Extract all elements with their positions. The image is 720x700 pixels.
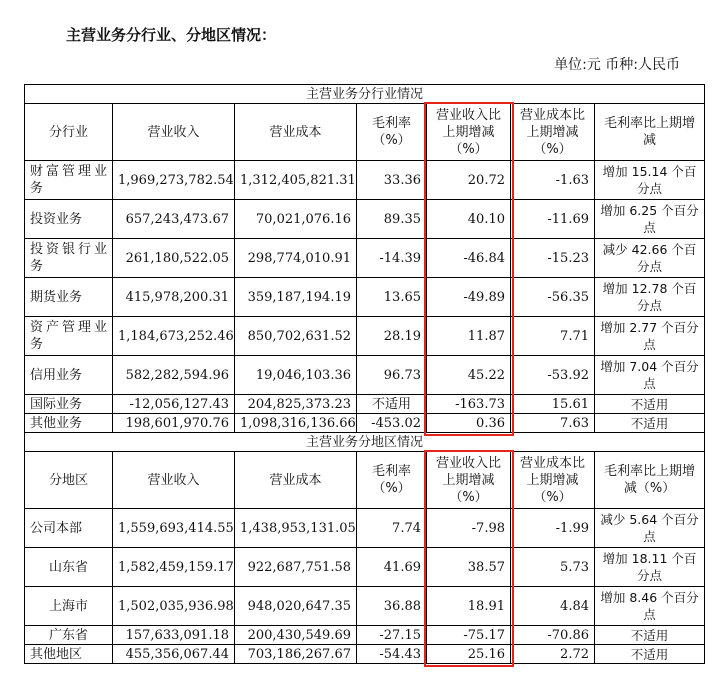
margin-cell: -14.39 <box>357 239 427 278</box>
margin-cell: 96.73 <box>357 356 427 395</box>
table-row <box>25 239 705 278</box>
margin-cell: 7.74 <box>357 509 427 548</box>
col-header-margin-change: 毛利率比上期增减（%） <box>595 452 705 509</box>
row-label: 其他业务 <box>25 414 113 433</box>
table-row <box>25 626 705 645</box>
col-header-margin: 毛利率（%） <box>357 452 427 509</box>
table-row <box>25 509 705 548</box>
industry-section-title: 主营业务分行业情况 <box>25 85 705 104</box>
revenue-cell: 657,243,473.67 <box>113 200 235 239</box>
row-label: 广东省 <box>25 626 113 645</box>
margin-change-cell: 减少 42.66 个百分点 <box>595 239 705 278</box>
revenue-cell: 261,180,522.05 <box>113 239 235 278</box>
revenue-cell: 1,582,459,159.17 <box>113 548 235 587</box>
cost-change-cell: 2.72 <box>511 645 595 664</box>
table-row <box>25 356 705 395</box>
cost-cell: 703,186,267.67 <box>235 645 357 664</box>
col-header-industry: 分行业 <box>25 104 113 161</box>
table-row <box>25 548 705 587</box>
margin-cell: 13.65 <box>357 278 427 317</box>
cost-cell: 19,046,103.36 <box>235 356 357 395</box>
cost-change-cell: 7.63 <box>511 414 595 433</box>
revenue-change-cell: -49.89 <box>427 278 511 317</box>
revenue-change-cell: 45.22 <box>427 356 511 395</box>
revenue-cell: 415,978,200.31 <box>113 278 235 317</box>
cost-cell: 948,020,647.35 <box>235 587 357 626</box>
revenue-change-cell: -75.17 <box>427 626 511 645</box>
cost-change-cell: 5.73 <box>511 548 595 587</box>
cost-cell: 922,687,751.58 <box>235 548 357 587</box>
cost-cell: 1,312,405,821.31 <box>235 161 357 200</box>
row-label: 财富管理业务 <box>25 161 113 200</box>
revenue-change-cell: 38.57 <box>427 548 511 587</box>
margin-cell: 89.35 <box>357 200 427 239</box>
table-row <box>25 278 705 317</box>
revenue-change-cell: -46.84 <box>427 239 511 278</box>
revenue-change-cell: 20.72 <box>427 161 511 200</box>
row-label: 期货业务 <box>25 278 113 317</box>
revenue-cell: 198,601,970.76 <box>113 414 235 433</box>
margin-change-cell: 不适用 <box>595 414 705 433</box>
margin-change-cell: 增加 6.25 个百分点 <box>595 200 705 239</box>
row-label: 投资业务 <box>25 200 113 239</box>
col-header-region: 分地区 <box>25 452 113 509</box>
cost-change-cell: 4.84 <box>511 587 595 626</box>
cost-cell: 359,187,194.19 <box>235 278 357 317</box>
revenue-cell: 582,282,594.96 <box>113 356 235 395</box>
cost-change-cell: -1.63 <box>511 161 595 200</box>
cost-change-cell: -1.99 <box>511 509 595 548</box>
industry-header-row <box>25 104 705 161</box>
table-row <box>25 587 705 626</box>
cost-cell: 850,702,631.52 <box>235 317 357 356</box>
margin-cell: 28.19 <box>357 317 427 356</box>
col-header-cost: 营业成本 <box>235 104 357 161</box>
table-row <box>25 395 705 414</box>
col-header-cost-change: 营业成本比上期增减（%） <box>511 452 595 509</box>
margin-cell: 不适用 <box>357 395 427 414</box>
revenue-change-cell: -7.98 <box>427 509 511 548</box>
margin-change-cell: 增加 7.04 个百分点 <box>595 356 705 395</box>
margin-change-cell: 增加 12.78 个百分点 <box>595 278 705 317</box>
table-row <box>25 414 705 433</box>
unit-currency-note: 单位:元 币种:人民币 <box>554 57 680 73</box>
margin-change-cell: 增加 18.11 个百分点 <box>595 548 705 587</box>
revenue-change-cell: 25.16 <box>427 645 511 664</box>
revenue-cell: 1,184,673,252.46 <box>113 317 235 356</box>
margin-cell: -54.43 <box>357 645 427 664</box>
cost-change-cell: -53.92 <box>511 356 595 395</box>
row-label: 资产管理业务 <box>25 317 113 356</box>
row-label: 国际业务 <box>25 395 113 414</box>
table-row <box>25 645 705 664</box>
report-heading: 主营业务分行业、分地区情况： <box>66 26 277 44</box>
col-header-cost: 营业成本 <box>235 452 357 509</box>
cost-change-cell: 15.61 <box>511 395 595 414</box>
cost-cell: 1,098,316,136.66 <box>235 414 357 433</box>
revenue-cell: 1,559,693,414.55 <box>113 509 235 548</box>
row-label: 信用业务 <box>25 356 113 395</box>
cost-change-cell: -11.69 <box>511 200 595 239</box>
cost-change-cell: -15.23 <box>511 239 595 278</box>
margin-change-cell: 不适用 <box>595 395 705 414</box>
cost-cell: 298,774,010.91 <box>235 239 357 278</box>
cost-change-cell: -70.86 <box>511 626 595 645</box>
revenue-cell: 455,356,067.44 <box>113 645 235 664</box>
col-header-revenue-change: 营业收入比上期增减（%） <box>427 452 511 509</box>
row-label: 山东省 <box>25 548 113 587</box>
margin-change-cell: 增加 15.14 个百分点 <box>595 161 705 200</box>
region-section-title: 主营业务分地区情况 <box>25 433 705 452</box>
cost-change-cell: -56.35 <box>511 278 595 317</box>
margin-cell: -453.02 <box>357 414 427 433</box>
cost-cell: 200,430,549.69 <box>235 626 357 645</box>
margin-change-cell: 增加 8.46 个百分点 <box>595 587 705 626</box>
region-header-row <box>25 452 705 509</box>
revenue-change-cell: -163.73 <box>427 395 511 414</box>
revenue-cell: -12,056,127.43 <box>113 395 235 414</box>
revenue-change-cell: 18.91 <box>427 587 511 626</box>
revenue-change-cell: 11.87 <box>427 317 511 356</box>
margin-cell: -27.15 <box>357 626 427 645</box>
col-header-margin: 毛利率（%） <box>357 104 427 161</box>
table-row <box>25 317 705 356</box>
row-label: 公司本部 <box>25 509 113 548</box>
row-label: 上海市 <box>25 587 113 626</box>
revenue-cell: 1,502,035,936.98 <box>113 587 235 626</box>
cost-cell: 1,438,953,131.05 <box>235 509 357 548</box>
revenue-cell: 157,633,091.18 <box>113 626 235 645</box>
margin-change-cell: 不适用 <box>595 645 705 664</box>
revenue-change-cell: 0.36 <box>427 414 511 433</box>
cost-cell: 70,021,076.16 <box>235 200 357 239</box>
row-label: 投资银行业务 <box>25 239 113 278</box>
col-header-revenue-change: 营业收入比上期增减（%） <box>427 104 511 161</box>
row-label: 其他地区 <box>25 645 113 664</box>
col-header-cost-change: 营业成本比上期增减（%） <box>511 104 595 161</box>
main-business-table <box>24 84 705 664</box>
margin-change-cell: 不适用 <box>595 626 705 645</box>
margin-cell: 33.36 <box>357 161 427 200</box>
margin-change-cell: 增加 2.77 个百分点 <box>595 317 705 356</box>
revenue-change-cell: 40.10 <box>427 200 511 239</box>
revenue-cell: 1,969,273,782.54 <box>113 161 235 200</box>
cost-cell: 204,825,373.23 <box>235 395 357 414</box>
margin-cell: 36.88 <box>357 587 427 626</box>
table-row <box>25 200 705 239</box>
margin-change-cell: 减少 5.64 个百分点 <box>595 509 705 548</box>
margin-cell: 41.69 <box>357 548 427 587</box>
col-header-margin-change: 毛利率比上期增减 <box>595 104 705 161</box>
cost-change-cell: 7.71 <box>511 317 595 356</box>
col-header-revenue: 营业收入 <box>113 104 235 161</box>
table-row <box>25 161 705 200</box>
col-header-revenue: 营业收入 <box>113 452 235 509</box>
